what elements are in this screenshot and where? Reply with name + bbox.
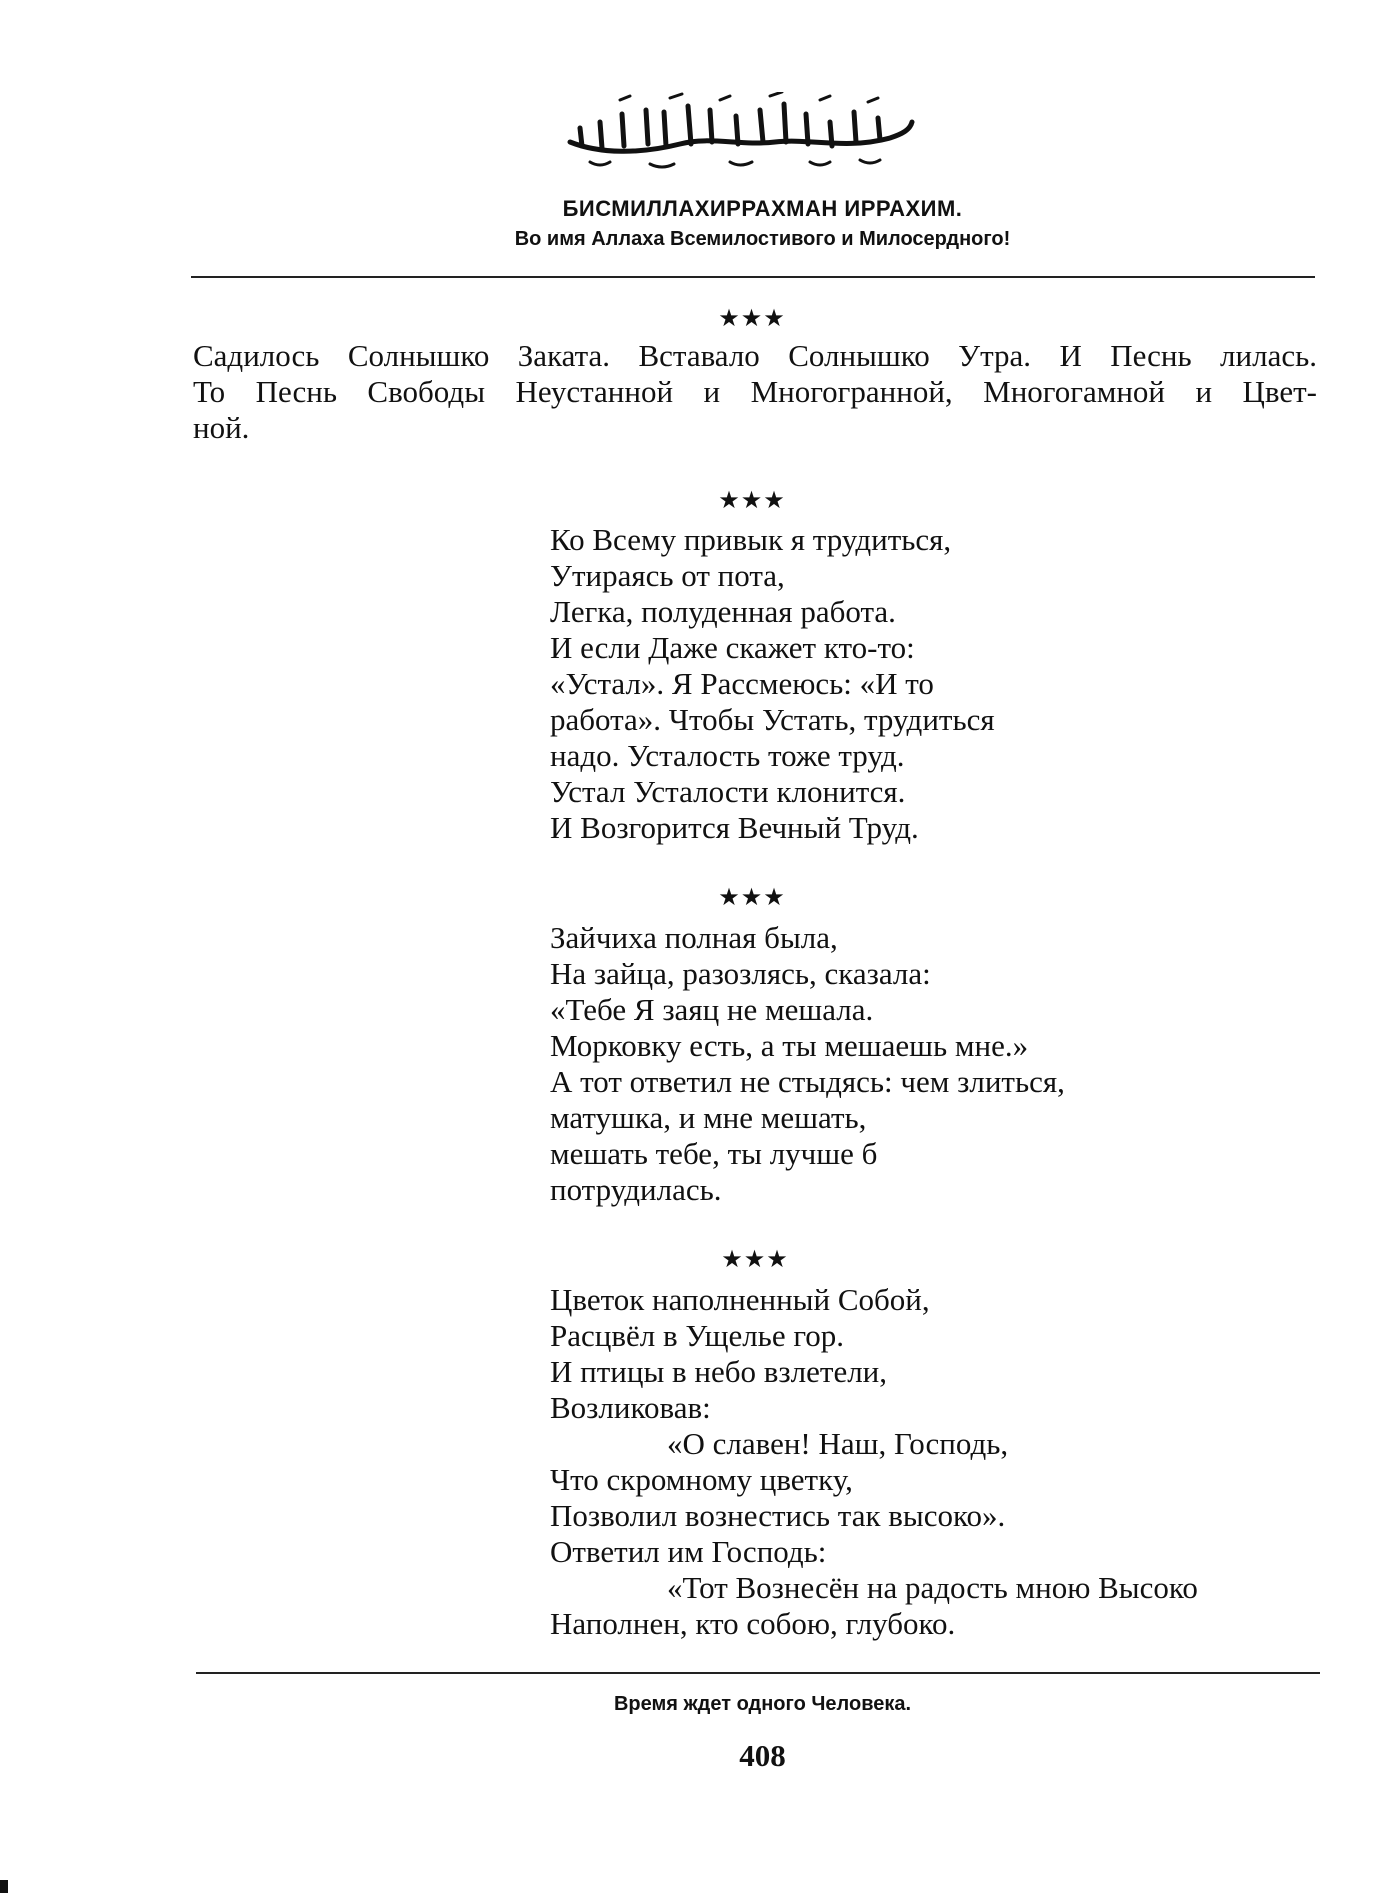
poem-line: Ответил им Господь: xyxy=(550,1534,827,1569)
prose-line: То Песнь Свободы Неустанной и Многогранной, Многогамной и Цвет- xyxy=(193,374,1317,409)
prose-paragraph xyxy=(193,338,1317,446)
poem-line: матушка, и мне мешать, xyxy=(550,1100,867,1135)
calligraphy-graphic xyxy=(560,92,920,176)
scan-edge-mark xyxy=(0,1880,8,1893)
page-number: 408 xyxy=(739,1738,786,1773)
bottom-divider-line xyxy=(196,1672,1320,1674)
header-title: БИСМИЛЛАХИРРАХМАН ИРРАХИМ. xyxy=(562,196,963,221)
stars-divider-2: ★★★ xyxy=(718,486,786,514)
poem-line: А тот ответил не стыдясь: чем злиться, xyxy=(550,1064,1065,1099)
header-subtitle: Во имя Аллаха Всемилостивого и Милосердного! xyxy=(514,228,1011,250)
svg-text:بِسْمِ ٱللَّٰهِ ٱلرَّحْمَٰنِ ٱ: بِسْمِ ٱللَّٰهِ ٱلرَّحْمَٰنِ ٱلرَّحِيمِ xyxy=(740,152,752,153)
poem-2 xyxy=(550,920,1065,1208)
poem-line: Возликовав: xyxy=(550,1390,711,1425)
footer-running-title: Время ждет одного Человека. xyxy=(613,1693,912,1715)
poem-line: Утираясь от пота, xyxy=(550,558,785,593)
poem-line: И птицы в небо взлетели, xyxy=(550,1354,888,1389)
prose-line: ной. xyxy=(193,410,250,445)
poem-line: потрудилась. xyxy=(550,1172,722,1207)
poem-line: работа». Чтобы Устать, трудиться xyxy=(550,702,995,737)
poem-3 xyxy=(550,1282,1198,1642)
poem-line: мешать тебе, ты лучше б xyxy=(550,1136,878,1171)
stars-divider-4: ★★★ xyxy=(721,1245,789,1273)
poem-line: Расцвёл в Ущелье гор. xyxy=(550,1318,845,1353)
poem-line: Устал Усталости клонится. xyxy=(550,774,906,809)
poem-line: надо. Усталость тоже труд. xyxy=(550,738,905,773)
prose-line: Садилось Солнышко Заката. Вставало Солнышко Утра. И Песнь лилась. xyxy=(193,338,1317,373)
poem-line-indented: «О славен! Наш, Господь, xyxy=(667,1426,1009,1461)
stars-divider-3: ★★★ xyxy=(718,883,786,911)
poem-1 xyxy=(550,522,995,846)
poem-line: Цветок наполненный Собой, xyxy=(550,1282,930,1317)
poem-line: Ко Всему привык я трудиться, xyxy=(550,522,952,557)
poem-line: Наполнен, кто собою, глубоко. xyxy=(550,1606,956,1641)
top-divider-line xyxy=(191,276,1315,278)
poem-line: Легка, полуденная работа. xyxy=(550,594,896,629)
stars-divider-1: ★★★ xyxy=(718,304,786,332)
poem-line: Что скромному цветку, xyxy=(550,1462,853,1497)
poem-line: «Устал». Я Рассмеюсь: «И то xyxy=(550,666,934,701)
poem-line: И если Даже скажет кто-то: xyxy=(550,630,915,665)
poem-line-indented: «Тот Вознесён на радость мною Высоко xyxy=(667,1570,1198,1605)
poem-line: Зайчиха полная была, xyxy=(550,920,838,955)
poem-line: «Тебе Я заяц не мешала. xyxy=(550,992,874,1027)
poem-line: И Возгорится Вечный Труд. xyxy=(550,810,919,845)
poem-line: Морковку есть, а ты мешаешь мне.» xyxy=(550,1028,1029,1063)
poem-line: Позволил вознестись так высоко». xyxy=(550,1498,1006,1533)
poem-line: На зайца, разозлясь, сказала: xyxy=(550,956,931,991)
bismillah-calligraphy xyxy=(560,92,920,176)
